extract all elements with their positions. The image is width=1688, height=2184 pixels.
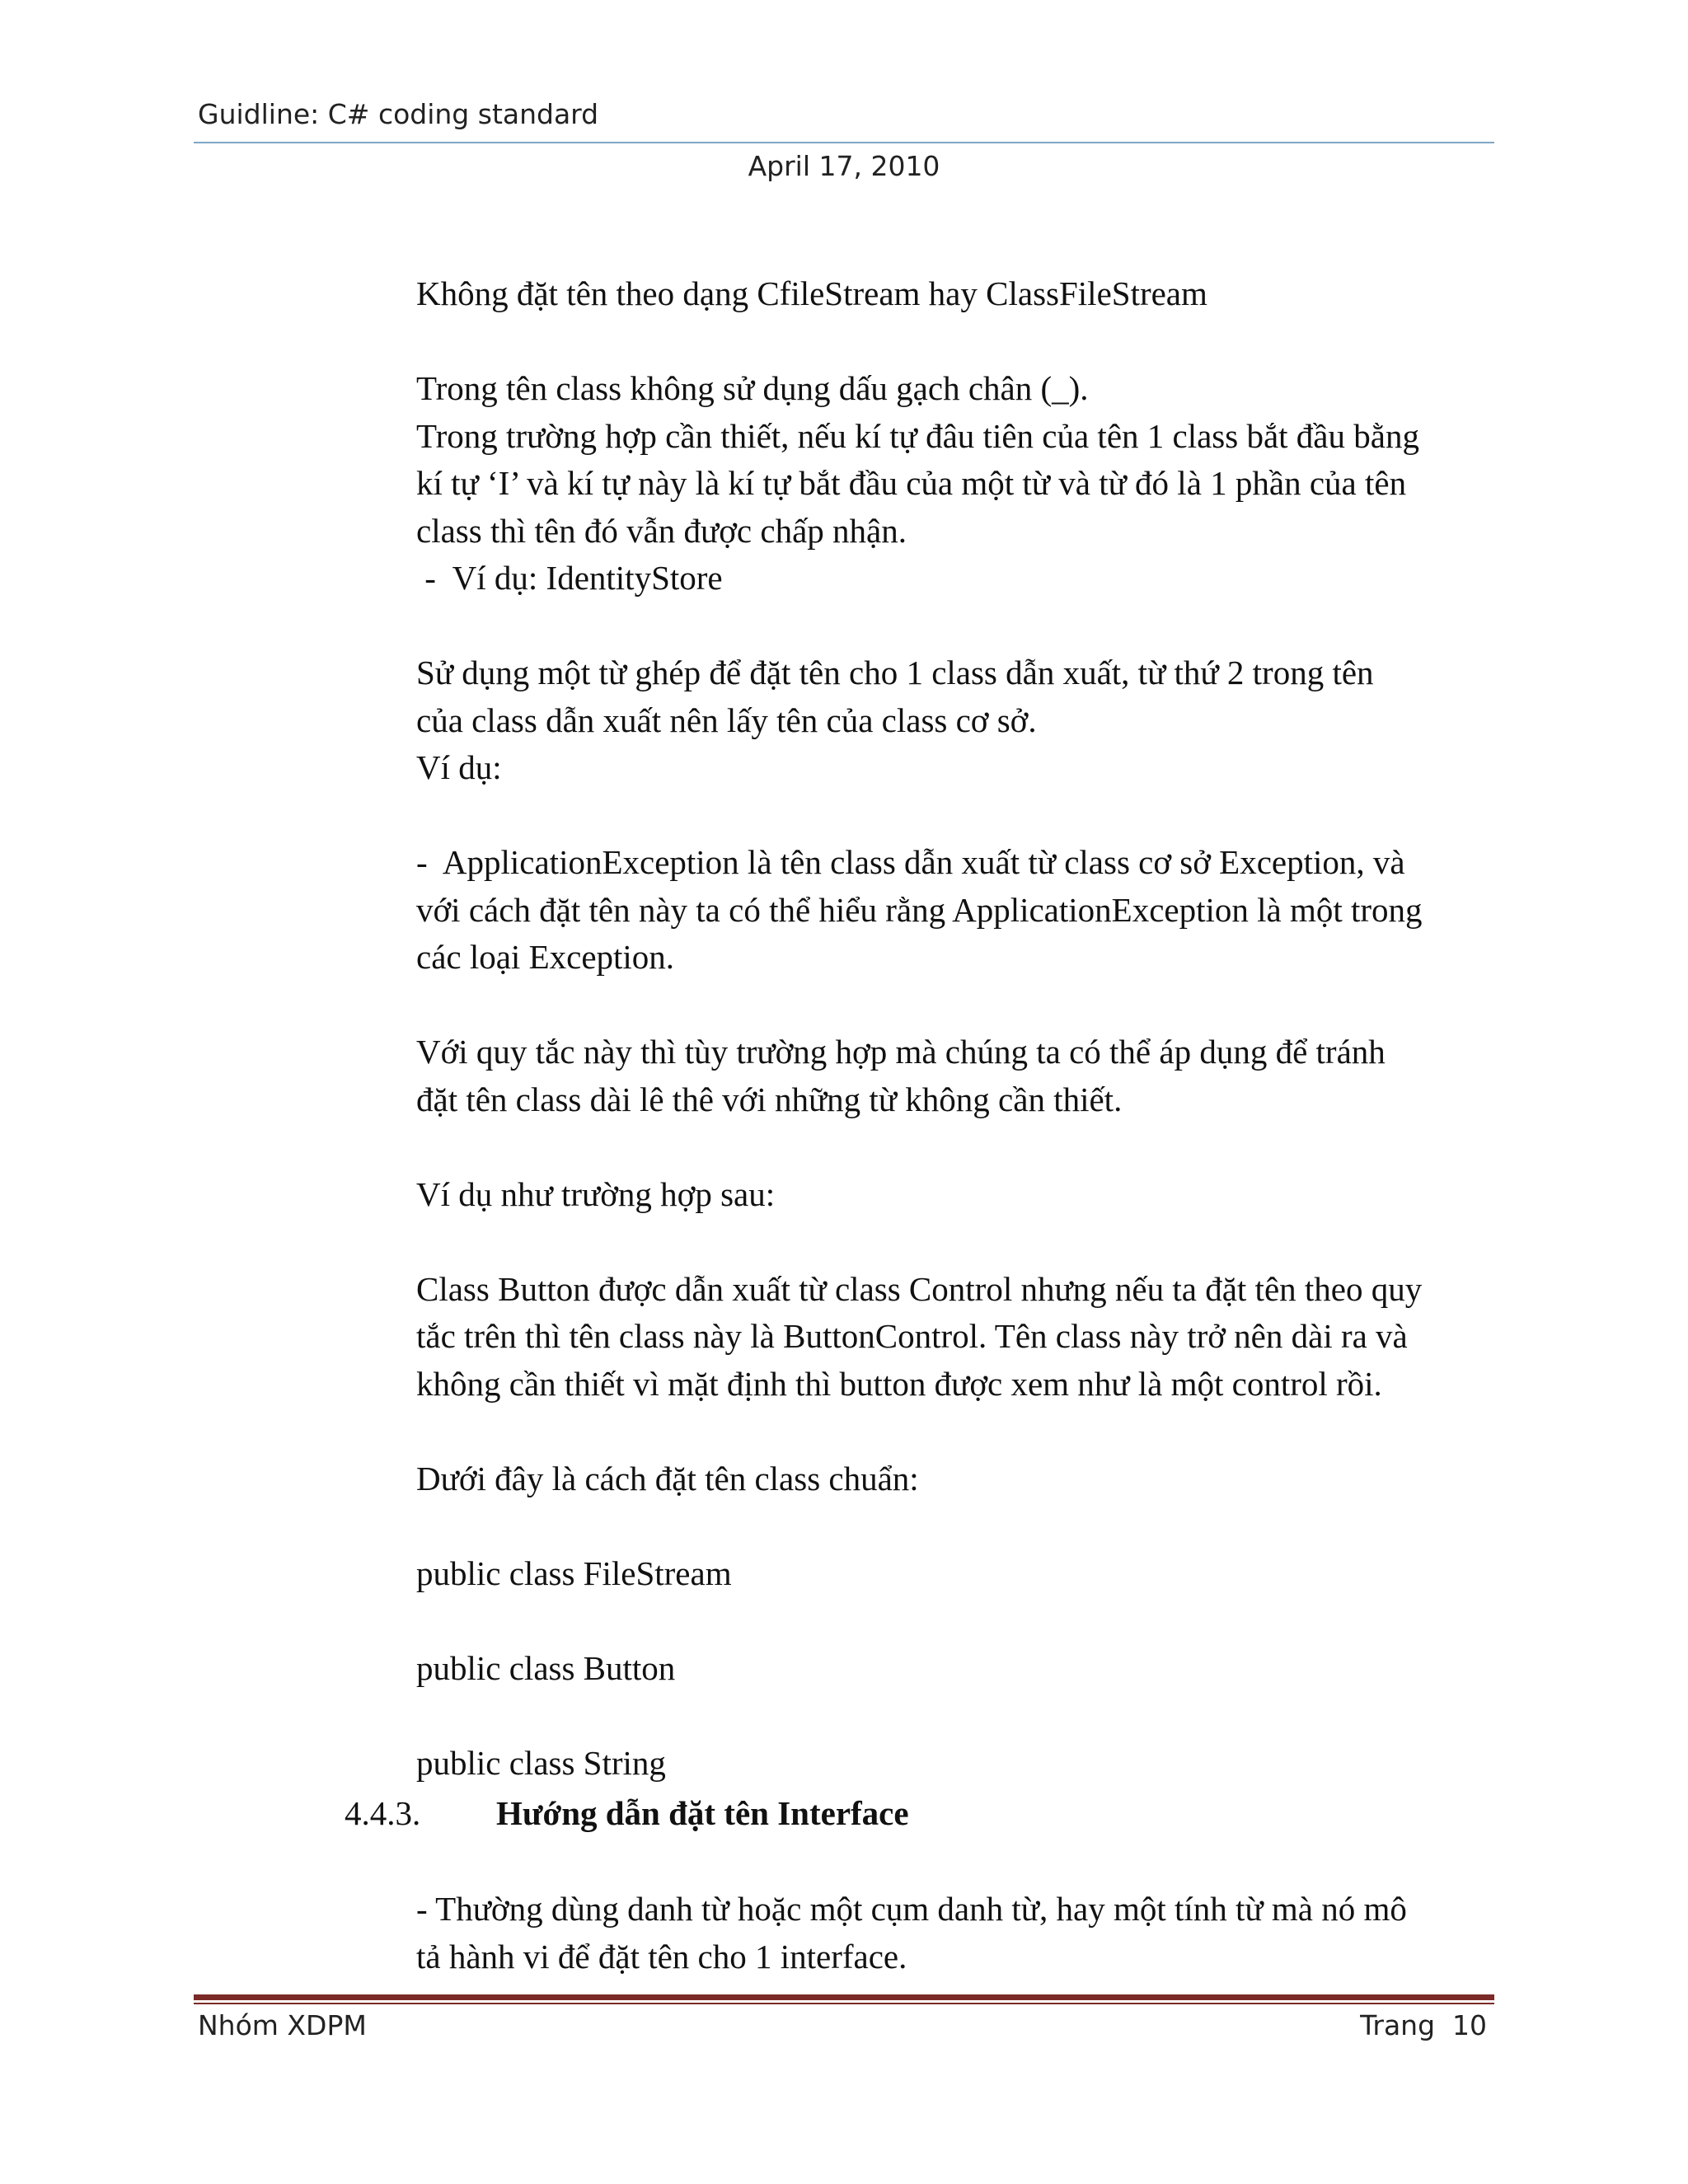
footer-page-number: Trang 10 (1360, 2009, 1487, 2041)
example-line: - Ví dụ: IdentityStore (416, 559, 723, 597)
paragraph-line: của class dẫn xuất nên lấy tên của class cơ sở. (416, 701, 1037, 739)
paragraph-line: class thì tên đó vẫn được chấp nhận. (416, 511, 907, 550)
paragraph-line: không cần thiết vì mặt định thì button được xem như là một control rồi. (416, 1364, 1382, 1403)
paragraph-line: các loại Exception. (416, 938, 675, 976)
footer-group: Nhóm XDPM (198, 2009, 367, 2041)
paragraph-line: Class Button được dẫn xuất từ class Control nhưng nếu ta đặt tên theo quy (416, 1269, 1423, 1308)
paragraph-line: tắc trên thì tên class này là ButtonControl. Tên class này trở nên dài ra và (416, 1317, 1408, 1355)
section-heading (345, 1790, 909, 1838)
paragraph-line: kí tự ‘I’ và kí tự này là kí tự bắt đầu của một từ và từ đó là 1 phần của tên (416, 464, 1407, 502)
header-date: April 17, 2010 (748, 150, 940, 182)
paragraph-line: Sử dụng một từ ghép để đặt tên cho 1 class dẫn xuất, từ thứ 2 trong tên (416, 654, 1374, 691)
code-line: public class String (416, 1743, 666, 1782)
paragraph-line: Ví dụ: (416, 748, 502, 786)
section-title: Hướng dẫn đặt tên Interface (496, 1794, 909, 1832)
header-title: Guidline: C# coding standard (198, 98, 599, 130)
code-line: public class Button (416, 1648, 676, 1687)
paragraph-line: Dưới đây là cách đặt tên class chuẩn: (416, 1459, 919, 1497)
code-line: public class FileStream (416, 1554, 732, 1592)
section-body (416, 1886, 1504, 1980)
paragraph-line: tả hành vi để đặt tên cho 1 interface. (416, 1937, 907, 1975)
paragraph-line: Trong tên class không sử dụng dấu gạch chân (_). (416, 369, 1089, 407)
header-rule (194, 142, 1494, 143)
paragraph-line: Với quy tắc này thì tùy trường hợp mà chúng ta có thể áp dụng để tránh (416, 1033, 1386, 1071)
footer-rule (194, 1994, 1494, 2000)
paragraph-line: Không đặt tên theo dạng CfileStream hay ClassFileStream (416, 274, 1207, 312)
paragraph-line: - ApplicationException là tên class dẫn xuất từ class cơ sở Exception, và (416, 843, 1405, 881)
paragraph-line: Ví dụ như trường hợp sau: (416, 1174, 776, 1213)
footer-rule-thin (194, 2003, 1494, 2004)
paragraph-line: - Thường dùng danh từ hoặc một cụm danh từ, hay một tính từ mà nó mô (416, 1890, 1407, 1928)
section-number: 4.4.3. (345, 1794, 421, 1832)
paragraph-line: với cách đặt tên này ta có thể hiểu rằng ApplicationException là một trong (416, 890, 1423, 929)
paragraph-line: Trong trường hợp cần thiết, nếu kí tự đâu tiên của tên 1 class bắt đầu bằng (416, 416, 1419, 455)
body-text (416, 270, 1504, 1787)
paragraph-line: đặt tên class dài lê thê với những từ không cần thiết. (416, 1080, 1123, 1118)
